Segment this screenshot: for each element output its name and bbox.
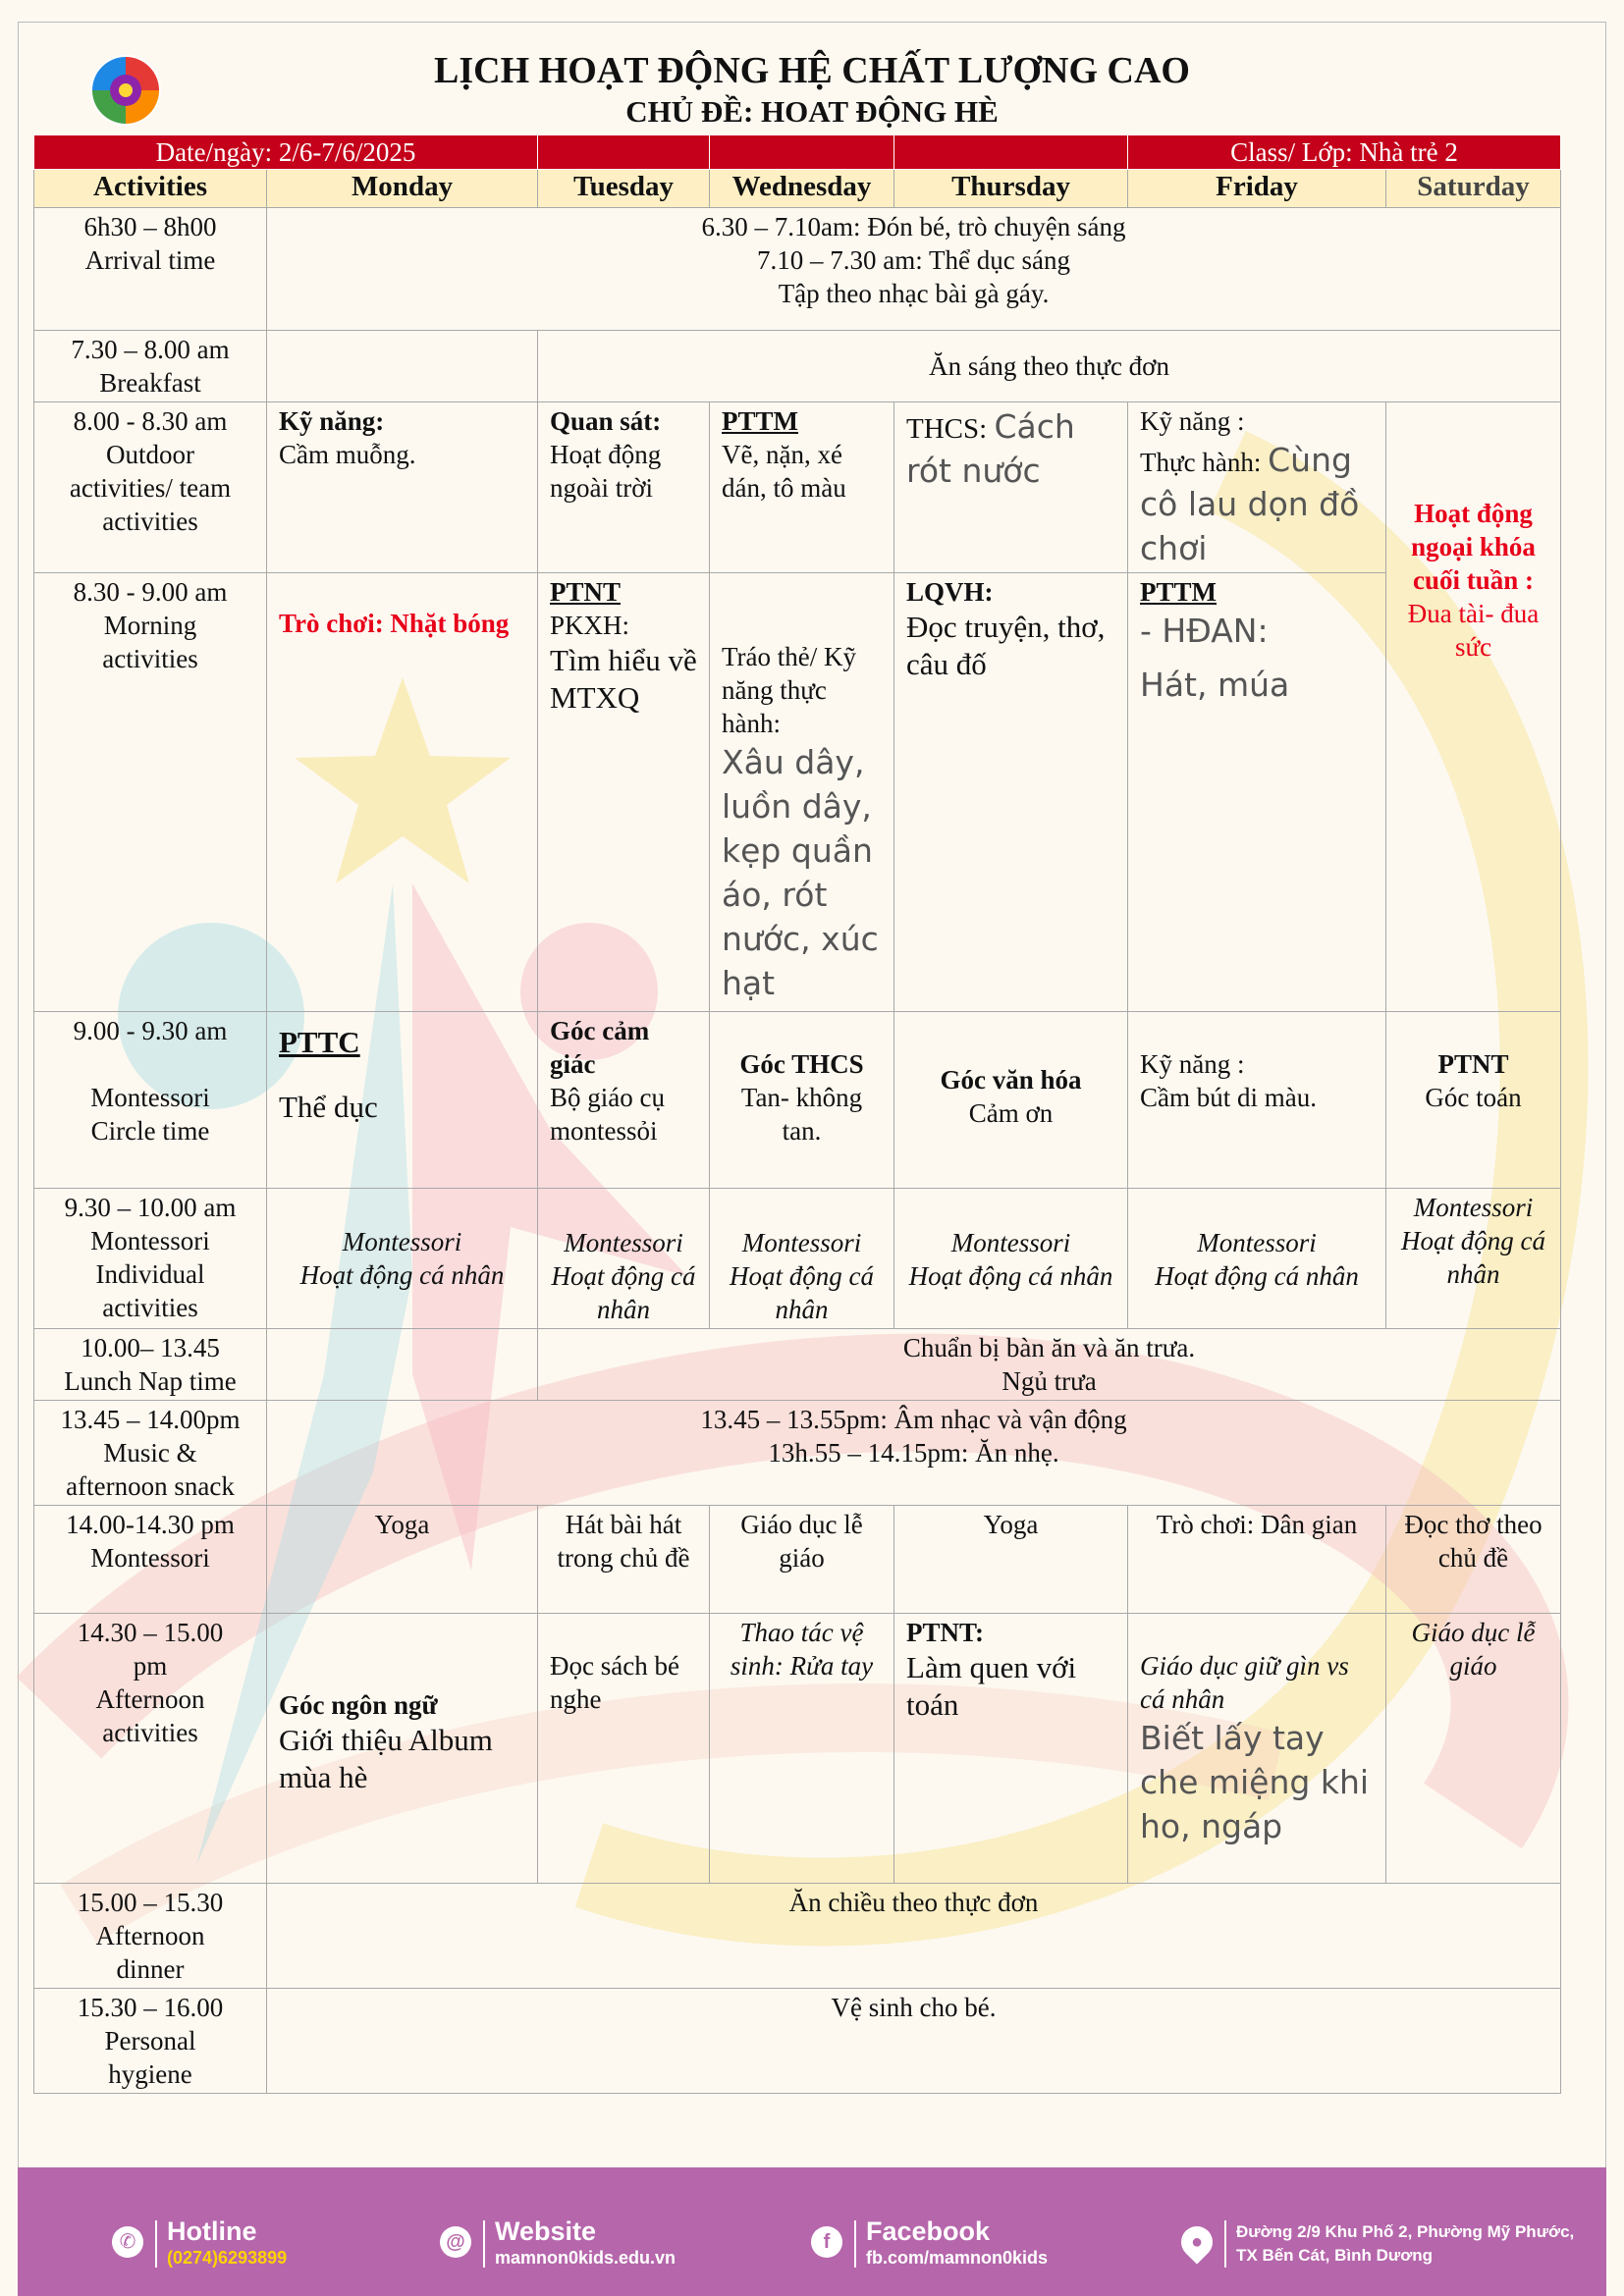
outdoor-friday: Kỹ năng : Thực hành: Cùng cô lau dọn đồ chơi — [1128, 402, 1386, 573]
morning-friday: PTTM - HĐAN: Hát, múa — [1128, 573, 1386, 1012]
col-header-thursday: Thursday — [894, 170, 1128, 208]
time-cell: 8.30 - 9.00 am Morning activities — [34, 573, 267, 1012]
weekend-extracurricular: Hoạt động ngoại khóa cuối tuần : Đua tài- đua sức — [1386, 402, 1561, 1012]
footer-bar — [18, 2167, 1606, 2296]
outdoor-tuesday: Quan sát: Hoạt động ngoài trời — [538, 402, 710, 573]
hygiene-activity: Vệ sinh cho bé. — [267, 1989, 1561, 2094]
time-cell: 7.30 – 8.00 am Breakfast — [34, 331, 267, 402]
outdoor-thursday: THCS: Cách rót nước — [894, 402, 1128, 573]
row-breakfast — [34, 331, 1561, 402]
location-pin-icon: ● — [1174, 2219, 1218, 2264]
website-label: Website — [495, 2216, 597, 2246]
individual-wednesday: Montessori Hoạt động cá nhân — [710, 1189, 894, 1329]
montessori2-monday: Yoga — [267, 1506, 538, 1614]
morning-tuesday: PTNT PKXH: Tìm hiểu về MTXQ — [538, 573, 710, 1012]
row-music-snack — [34, 1401, 1561, 1506]
arrival-activity: 6.30 – 7.10am: Đón bé, trò chuyện sáng 7.10 – 7.30 am: Thể dục sáng Tập theo nhạc bài gà gáy. — [267, 208, 1561, 331]
weekday-header-row — [34, 170, 1561, 208]
circle-saturday: PTNT Góc toán — [1386, 1012, 1561, 1189]
date-label: Date/ngày: 2/6-7/6/2025 — [34, 135, 538, 170]
individual-friday: Montessori Hoạt động cá nhân — [1128, 1189, 1386, 1329]
breakfast-activity: Ăn sáng theo thực đơn — [538, 331, 1561, 402]
time-cell: 15.30 – 16.00 Personal hygiene — [34, 1989, 267, 2094]
afternoon-wednesday: Thao tác vệ sinh: Rửa tay — [710, 1614, 894, 1884]
circle-tuesday: Góc cảm giác Bộ giáo cụ montessỏi — [538, 1012, 710, 1189]
individual-tuesday: Montessori Hoạt động cá nhân — [538, 1189, 710, 1329]
col-header-saturday: Saturday — [1386, 170, 1561, 208]
lunch-activity: Chuẩn bị bàn ăn và ăn trưa. Ngủ trưa — [538, 1329, 1561, 1401]
circle-monday: PTTC Thể dục — [267, 1012, 538, 1189]
facebook-label: Facebook — [866, 2216, 991, 2246]
row-morning — [34, 573, 1561, 1012]
individual-thursday: Montessori Hoạt động cá nhân — [894, 1189, 1128, 1329]
outdoor-monday: Kỹ năng: Cầm muỗng. — [267, 402, 538, 573]
circle-friday: Kỹ năng : Cầm bút di màu. — [1128, 1012, 1386, 1189]
hotline-number[interactable]: (0274)6293899 — [167, 2248, 288, 2268]
col-header-tuesday: Tuesday — [538, 170, 710, 208]
montessori2-saturday: Đọc thơ theo chủ đề — [1386, 1506, 1561, 1614]
row-individual — [34, 1189, 1561, 1329]
phone-icon: ✆ — [112, 2226, 143, 2258]
afternoon-friday: Giáo dục giữ gìn vs cá nhân Biết lấy tay che miệng khi ho, ngáp — [1128, 1614, 1386, 1884]
page-title: LỊCH HOẠT ĐỘNG HỆ CHẤT LƯỢNG CAO — [434, 50, 1190, 91]
montessori2-thursday: Yoga — [894, 1506, 1128, 1614]
afternoon-thursday: PTNT: Làm quen với toán — [894, 1614, 1128, 1884]
at-icon: @ — [440, 2226, 471, 2258]
col-header-wednesday: Wednesday — [710, 170, 894, 208]
afternoon-tuesday: Đọc sách bé nghe — [538, 1614, 710, 1884]
montessori2-wednesday: Giáo dục lễ giáo — [710, 1506, 894, 1614]
morning-wednesday: Tráo thẻ/ Kỹ năng thực hành: Xâu dây, luồn dây, kẹp quần áo, rót nước, xúc hạt — [710, 573, 894, 1012]
time-cell: 8.00 - 8.30 am Outdoor activities/ team activities — [34, 402, 267, 573]
individual-saturday: Montessori Hoạt động cá nhân — [1386, 1189, 1561, 1329]
row-arrival — [34, 208, 1561, 331]
dinner-activity: Ăn chiều theo thực đơn — [267, 1884, 1561, 1989]
time-cell: 14.00-14.30 pm Montessori — [34, 1506, 267, 1614]
outdoor-wednesday: PTTM Vẽ, nặn, xé dán, tô màu — [710, 402, 894, 573]
afternoon-saturday: Giáo dục lễ giáo — [1386, 1614, 1561, 1884]
row-circle-time — [34, 1012, 1561, 1189]
row-lunch — [34, 1329, 1561, 1401]
morning-monday: Trò chơi: Nhặt bóng — [267, 573, 538, 1012]
time-cell: 10.00– 13.45 Lunch Nap time — [34, 1329, 267, 1401]
address-text: Đường 2/9 Khu Phố 2, Phường Mỹ Phước, TX Bến Cát, Bình Dương — [1236, 2222, 1575, 2265]
circle-wednesday: Góc THCS Tan- không tan. — [710, 1012, 894, 1189]
music-activity: 13.45 – 13.55pm: Âm nhạc và vận động 13h.55 – 14.15pm: Ăn nhẹ. — [267, 1401, 1561, 1506]
morning-thursday: LQVH: Đọc truyện, thơ, câu đố — [894, 573, 1128, 1012]
montessori2-tuesday: Hát bài hát trong chủ đề — [538, 1506, 710, 1614]
time-cell: 14.30 – 15.00 pm Afternoon activities — [34, 1614, 267, 1884]
time-cell: 9.00 - 9.30 am Montessori Circle time — [34, 1012, 267, 1189]
individual-monday: Montessori Hoạt động cá nhân — [267, 1189, 538, 1329]
row-outdoor — [34, 402, 1561, 573]
hotline-label: Hotline — [167, 2216, 257, 2246]
class-label: Class/ Lớp: Nhà trẻ 2 — [1128, 135, 1561, 170]
time-cell: 13.45 – 14.00pm Music & afternoon snack — [34, 1401, 267, 1506]
circle-thursday: Góc văn hóa Cảm ơn — [894, 1012, 1128, 1189]
col-header-activities: Activities — [34, 170, 267, 208]
time-cell: 9.30 – 10.00 am Montessori Individual activities — [34, 1189, 267, 1329]
date-class-row — [34, 135, 1561, 170]
time-cell: 15.00 – 15.30 Afternoon dinner — [34, 1884, 267, 1989]
facebook-icon: f — [811, 2226, 842, 2258]
montessori2-friday: Trò chơi: Dân gian — [1128, 1506, 1386, 1614]
time-cell: 6h30 – 8h00 Arrival time — [34, 208, 267, 331]
col-header-friday: Friday — [1128, 170, 1386, 208]
page-subtitle: CHỦ ĐỀ: HOAT ĐỘNG HÈ — [625, 94, 999, 129]
row-montessori-afternoon — [34, 1506, 1561, 1614]
website-link[interactable]: mamnon0kids.edu.vn — [495, 2248, 677, 2268]
facebook-link[interactable]: fb.com/mamnon0kids — [866, 2248, 1049, 2268]
schedule-table — [33, 134, 1561, 2094]
afternoon-monday: Góc ngôn ngữ Giới thiệu Album mùa hè — [267, 1614, 538, 1884]
row-dinner — [34, 1884, 1561, 1989]
row-afternoon — [34, 1614, 1561, 1884]
row-hygiene — [34, 1989, 1561, 2094]
col-header-monday: Monday — [267, 170, 538, 208]
